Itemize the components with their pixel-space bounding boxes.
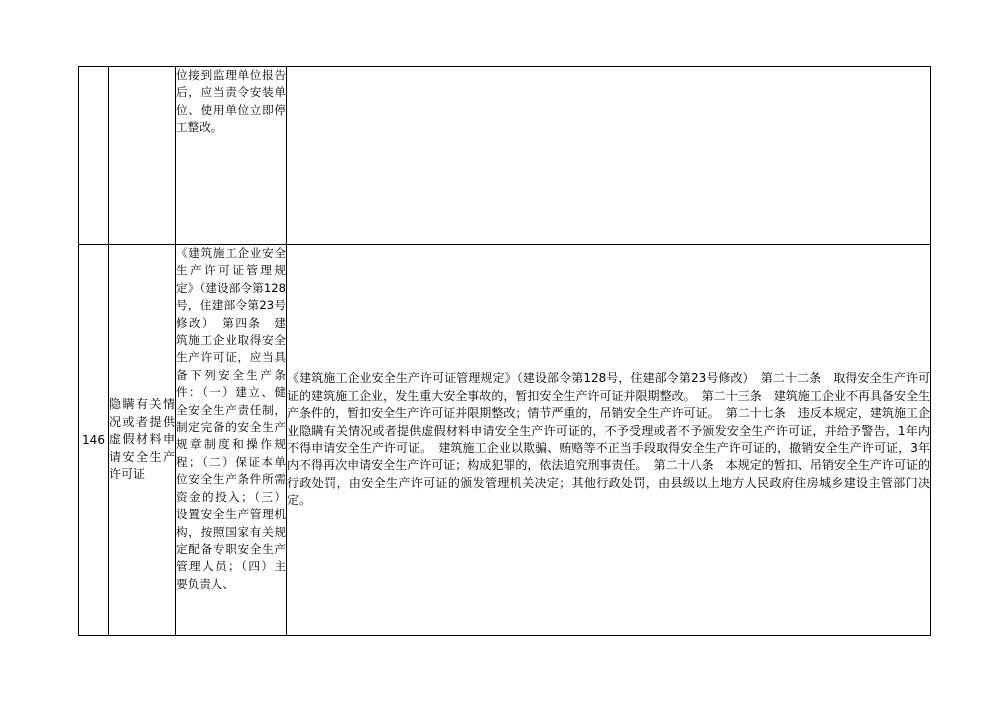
item-name [109, 67, 176, 245]
table-row [79, 245, 931, 636]
table-row [79, 67, 931, 245]
penalty-cell: 《建筑施工企业安全生产许可证管理规定》（建设部令第128号，住建部令第23号修改） 第二十二条 取得安全生产许可证的建筑施工企业，发生重大安全事故的，暂扣安全生产许可证并限期整改。 第二十三条 建筑施工企业不再具备安全生产条件的，暂扣安全生产许可证并限期整改；情节严重的，吊销安全生产许可证。 第二十七条 违反本规定，建筑施工企业隐瞒有关情况或者提供虚假材料申请安全生产许可证的，不予受理或者不予颁发安全生产许可证，并给予警告，1年内不得申请安全生产许可证。 建筑施工企业以欺骗、贿赂等不正当手段取得安全生产许可证的，撤销安全生产许可证，3年内不得再次申请安全生产许可证；构成犯罪的，依法追究刑事责任。 第二十八条 本规定的暂扣、吊销安全生产许可证的行政处罚，由安全生产许可证的颁发管理机关决定；其他行政处罚，由县级以上地方人民政府住房城乡建设主管部门决定。 [287, 245, 931, 636]
item-name: 隐瞒有关情况或者提供虚假材料申请安全生产许可证 [109, 245, 176, 636]
legal-basis-cell: 《建筑施工企业安全生产许可证管理规定》（建设部令第128号，住建部令第23号修改） 第四条 建筑施工企业取得安全生产许可证，应当具备下列安全生产条件：（一）建立、健全安全生产责任制，制定完备的安全生产规章制度和操作规程；（二）保证本单位安全生产条件所需资金的投入；（三）设置安全生产管理机构，按照国家有关规定配备专职安全生产管理人员；（四）主要负责人、 [176, 245, 287, 636]
item-number: 146 [79, 245, 109, 636]
legal-basis-cell: 位接到监理单位报告后，应当责令安装单位、使用单位立即停工整改。 [176, 67, 287, 245]
penalty-cell [287, 67, 931, 245]
item-number [79, 67, 109, 245]
regulation-table [78, 66, 931, 636]
